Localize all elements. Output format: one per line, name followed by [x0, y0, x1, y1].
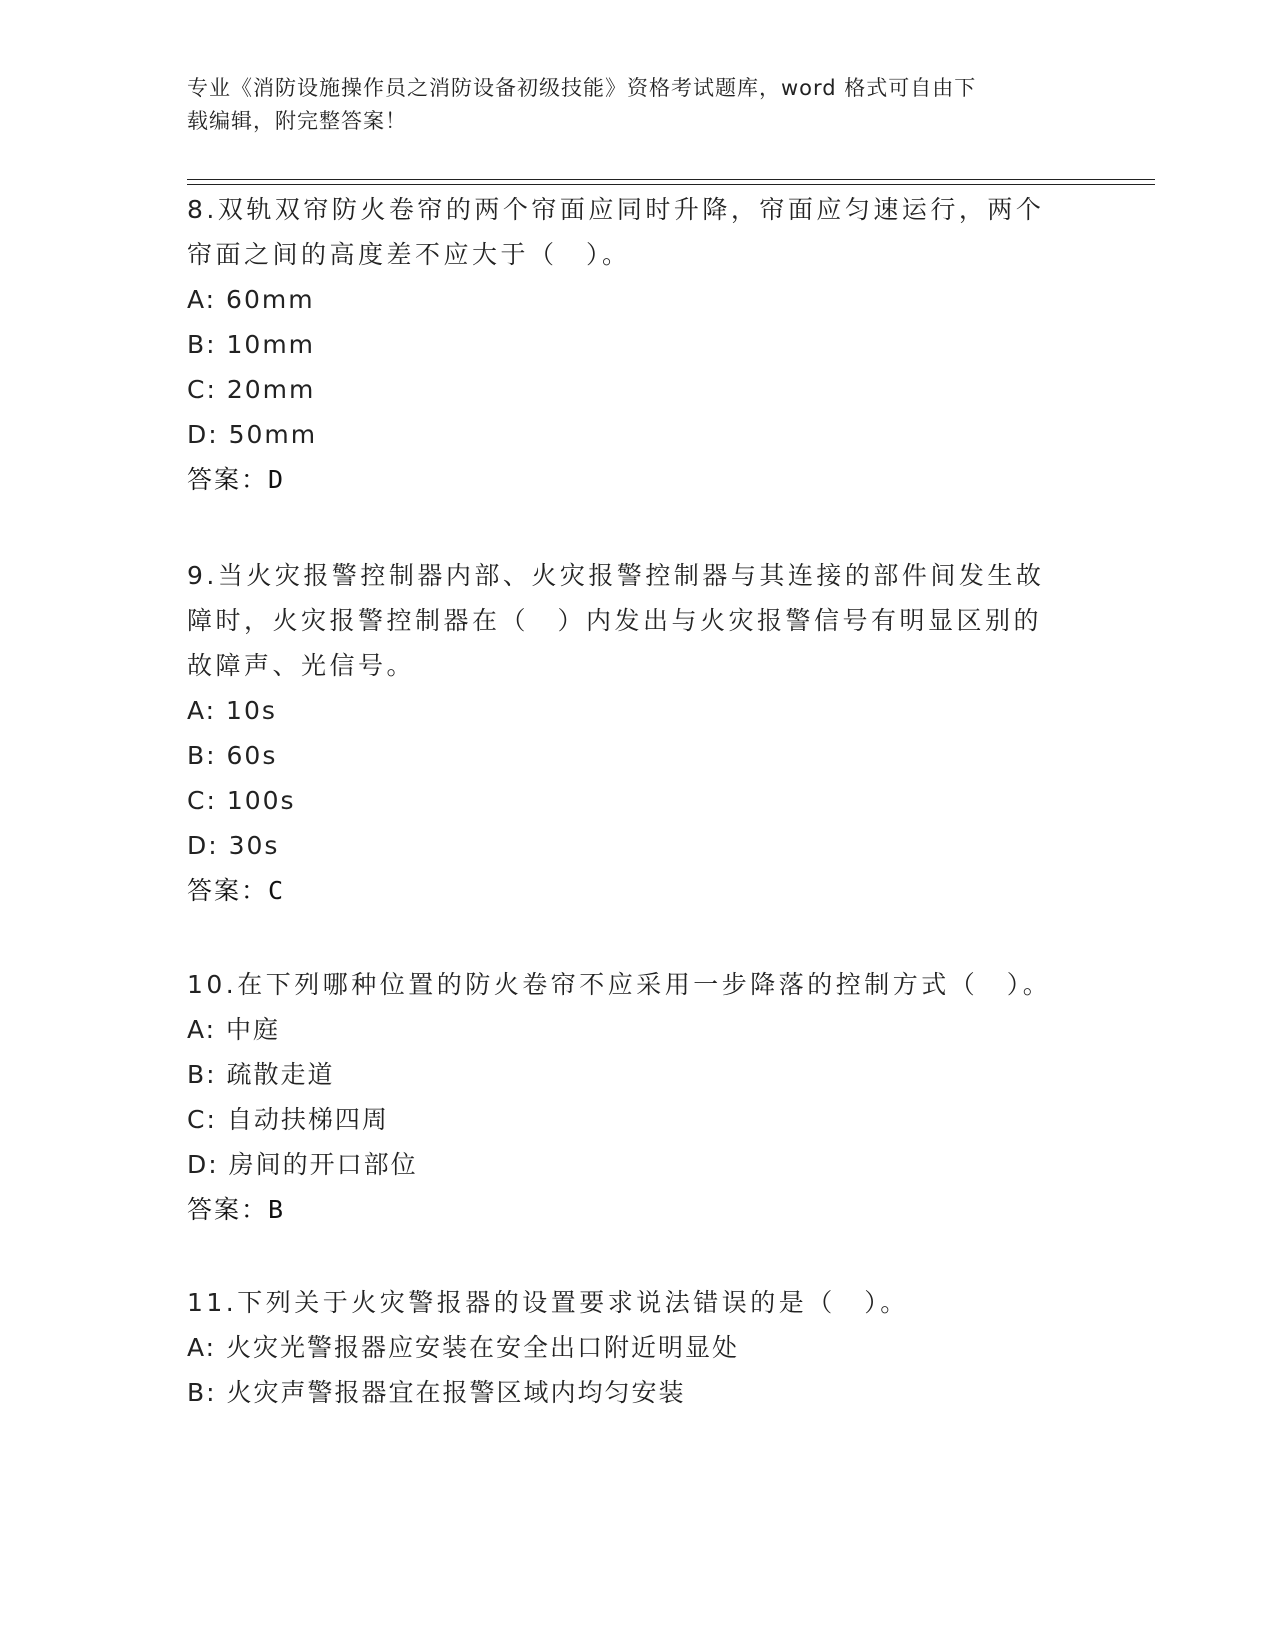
option-c: C: 100s — [187, 786, 296, 815]
answer — [187, 457, 1067, 502]
question-10 — [187, 962, 1067, 1232]
question-text: 10.在下列哪种位置的防火卷帘不应采用一步降落的控制方式（ ）。 — [187, 970, 1052, 999]
option-a: A: 10s — [187, 696, 277, 725]
option-c: C: 20mm — [187, 375, 316, 404]
header-divider-bottom — [187, 184, 1155, 185]
option-b: B: 60s — [187, 741, 278, 770]
option-b: B: 疏散走道 — [187, 1060, 335, 1089]
option-a: A: 中庭 — [187, 1015, 281, 1044]
option-a: A: 60mm — [187, 285, 315, 314]
answer-label: 答案： — [187, 1195, 269, 1224]
option-d: D: 房间的开口部位 — [187, 1150, 418, 1179]
answer — [187, 868, 1067, 913]
option-c: C: 自动扶梯四周 — [187, 1105, 389, 1134]
option-b: B: 10mm — [187, 330, 316, 359]
header-divider-top — [187, 179, 1155, 180]
answer-value: D — [268, 465, 286, 494]
answer-label: 答案： — [187, 876, 269, 905]
header-line-1: 专业《消防设施操作员之消防设备初级技能》资格考试题库，word 格式可自由下 — [187, 76, 977, 100]
document-header — [187, 72, 1087, 138]
option-d: D: 50mm — [187, 420, 318, 449]
header-line-2: 载编辑，附完整答案！ — [187, 109, 407, 133]
question-11 — [187, 1280, 1067, 1415]
option-a: A: 火灾光警报器应安装在安全出口附近明显处 — [187, 1333, 740, 1362]
question-9 — [187, 553, 1067, 913]
question-text: 11.下列关于火灾警报器的设置要求说法错误的是（ ）。 — [187, 1288, 909, 1317]
answer-value: B — [268, 1195, 286, 1224]
question-text: 9.当火灾报警控制器内部、火灾报警控制器与其连接的部件间发生故障时，火灾报警控制器在（ ）内发出与火灾报警信号有明显区别的故障声、光信号。 — [187, 561, 1045, 680]
answer-value: C — [268, 876, 286, 905]
option-b: B: 火灾声警报器宜在报警区域内均匀安装 — [187, 1378, 686, 1407]
answer — [187, 1187, 1067, 1232]
question-text: 8.双轨双帘防火卷帘的两个帘面应同时升降，帘面应匀速运行，两个帘面之间的高度差不应大于（ ）。 — [187, 195, 1045, 269]
question-8 — [187, 187, 1067, 502]
option-d: D: 30s — [187, 831, 280, 860]
answer-label: 答案： — [187, 465, 269, 494]
